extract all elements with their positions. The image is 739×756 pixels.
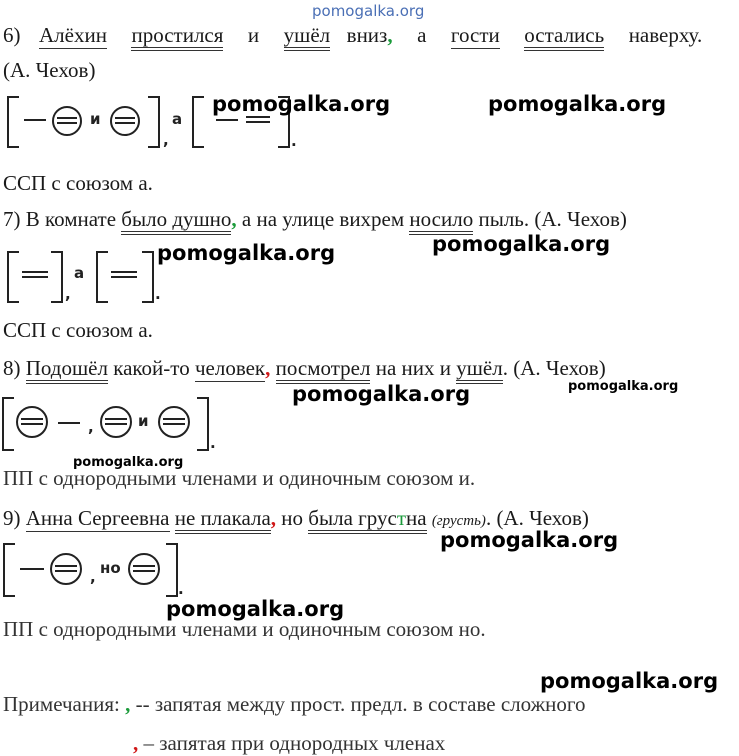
homogeneous-predicate-circle <box>110 106 140 136</box>
watermark: pomogalka.org <box>432 232 611 256</box>
homogeneous-predicate-circle <box>16 406 48 438</box>
predicate-double-line <box>22 271 48 278</box>
conjunction-label: но <box>100 559 121 577</box>
subject: человек <box>194 356 266 380</box>
bracket-left <box>96 251 108 303</box>
bracket-left <box>192 96 204 148</box>
comma: , <box>163 131 169 149</box>
comma: , <box>90 568 96 586</box>
bracket-right <box>148 96 160 148</box>
notes-line-2: , – запятая при однородных членах <box>133 731 446 755</box>
homogeneous-predicate-circle <box>50 553 82 585</box>
predicate: простился <box>131 23 223 51</box>
predicate: посмотрел <box>276 356 371 384</box>
period: . <box>291 132 297 150</box>
result-7: ССП с союзом а. <box>3 318 153 342</box>
result-9: ПП с однородными членами и одиночным союзом но. <box>3 617 486 641</box>
conjunction-label: а <box>172 110 183 128</box>
predicate: Подошёл <box>26 356 108 384</box>
predicate-double-line <box>246 116 270 123</box>
watermark: pomogalka.org <box>292 382 471 406</box>
period: . <box>155 285 161 303</box>
predicate: остались <box>524 23 604 51</box>
bracket-right <box>51 251 63 303</box>
conjunction-label: и <box>90 110 101 128</box>
comma-green: , <box>387 23 393 47</box>
result-8: ПП с однородными членами и одиночным союзом и. <box>3 466 476 490</box>
subject: гости <box>450 23 500 47</box>
bracket-left <box>3 543 15 597</box>
bracket-left <box>2 397 14 451</box>
watermark: pomogalka.org <box>440 528 619 552</box>
comma-green: , <box>125 692 131 716</box>
homogeneous-predicate-circle <box>128 553 160 585</box>
subject-dash <box>216 119 238 121</box>
bracket-right <box>142 251 154 303</box>
sentence-8: 8) Подошёл какой-то человек, посмотрел на них и ушёл. (А. Чехов) <box>3 356 606 380</box>
predicate: носило <box>409 207 473 235</box>
comma: , <box>65 285 71 303</box>
watermark-small: pomogalka.org <box>568 379 679 394</box>
comma-red: , <box>133 731 139 755</box>
spelling-note: (грусть) <box>431 513 486 529</box>
comma: , <box>88 418 94 436</box>
predicate: не плакала <box>175 506 271 534</box>
bracket-left <box>7 96 19 148</box>
watermark: pomogalka.org <box>166 597 345 621</box>
watermark: pomogalka.org <box>212 92 391 116</box>
sentence-9: 9) Анна Сергеевна не плакала, но была грустна (грусть). (А. Чехов) <box>3 506 589 533</box>
subject: Анна Сергеевна <box>25 506 170 530</box>
comma-red: , <box>270 506 277 530</box>
comma-red: , <box>265 356 271 380</box>
predicate-double-line <box>111 271 137 278</box>
predicate: было душно <box>121 207 231 235</box>
watermark-top: pomogalka.org <box>312 2 425 20</box>
subject-dash <box>20 568 44 570</box>
conjunction-label: а <box>74 264 85 282</box>
sentence-7: 7) В комнате было душно, а на улице вихрем носило пыль. (А. Чехов) <box>3 207 627 231</box>
sentence-6: 6) Алёхин простился и ушёл вниз, а гости остались наверху. <box>3 23 702 47</box>
conjunction-label: и <box>138 412 149 430</box>
result-6: ССП с союзом а. <box>3 171 153 195</box>
homogeneous-predicate-circle <box>100 406 132 438</box>
watermark-small: pomogalka.org <box>73 455 184 470</box>
predicate: была грустна <box>308 506 426 534</box>
subject-dash <box>24 119 46 121</box>
subject: Алёхин <box>39 23 107 47</box>
predicate: ушёл <box>284 23 330 51</box>
predicate: ушёл <box>456 356 502 384</box>
watermark: pomogalka.org <box>540 669 719 693</box>
homogeneous-predicate-circle <box>158 406 190 438</box>
author: (А. Чехов) <box>3 58 96 82</box>
bracket-right <box>166 543 178 597</box>
homogeneous-predicate-circle <box>52 106 82 136</box>
bracket-left <box>7 251 19 303</box>
notes-line-1: Примечания: , -- запятая между прост. предл. в составе сложного <box>3 692 586 716</box>
period: . <box>178 580 184 598</box>
period: . <box>210 434 216 452</box>
subject-dash <box>58 422 80 424</box>
comma-green: , <box>231 207 237 231</box>
watermark: pomogalka.org <box>488 92 667 116</box>
bracket-right <box>197 397 209 451</box>
watermark: pomogalka.org <box>157 241 336 265</box>
